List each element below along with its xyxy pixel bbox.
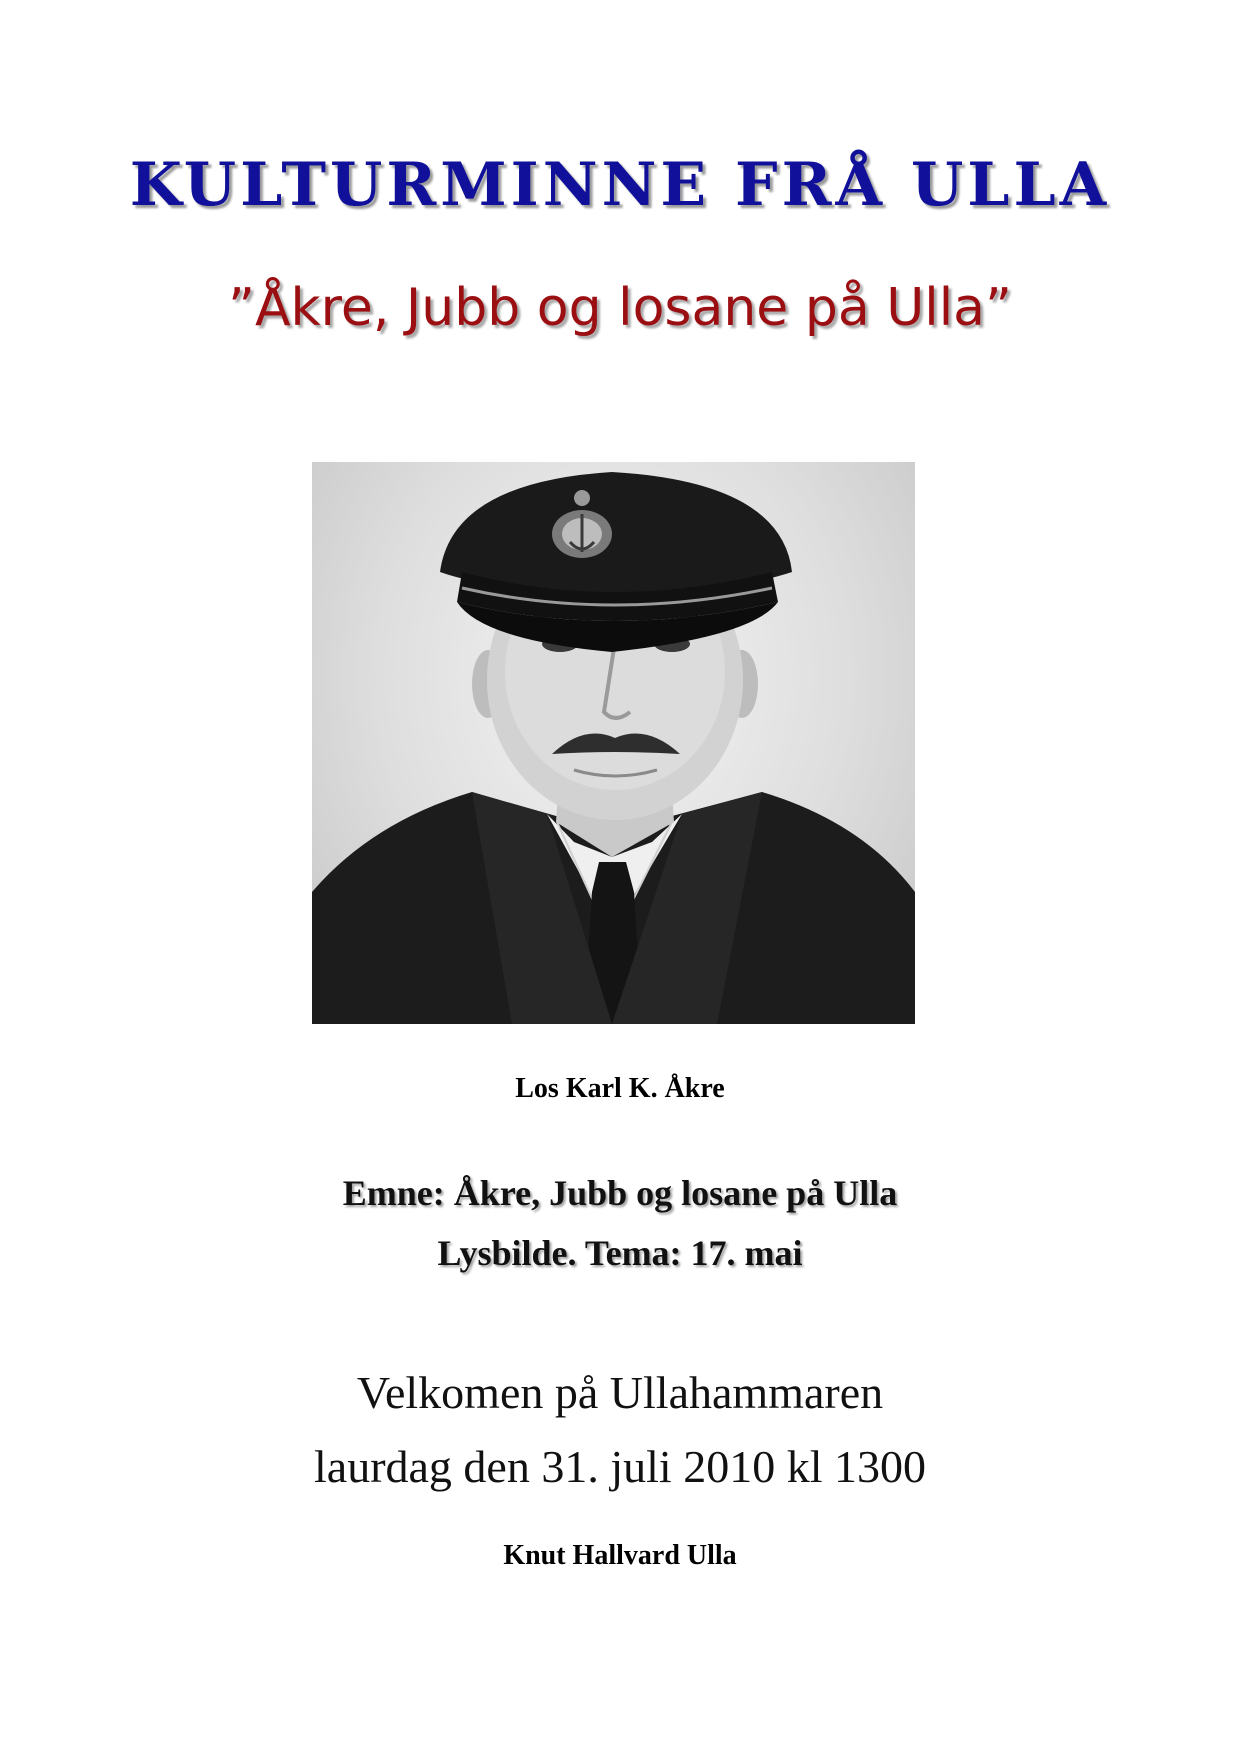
author-name: Knut Hallvard Ulla xyxy=(503,1540,737,1571)
photo-caption: Los Karl K. Åkre xyxy=(515,1073,725,1104)
page-title: KULTURMINNE FRÅ ULLA xyxy=(129,150,1111,220)
topic-line: Emne: Åkre, Jubb og losane på Ulla xyxy=(342,1173,898,1213)
topic-line: Lysbilde. Tema: 17. mai xyxy=(437,1233,803,1273)
invitation-line: laurdag den 31. juli 2010 kl 1300 xyxy=(314,1441,926,1492)
invitation-line: Velkomen på Ullahammaren xyxy=(356,1367,884,1418)
page-subtitle: ”Åkre, Jubb og losane på Ulla” xyxy=(228,278,1012,338)
portrait-photo xyxy=(312,462,915,1024)
